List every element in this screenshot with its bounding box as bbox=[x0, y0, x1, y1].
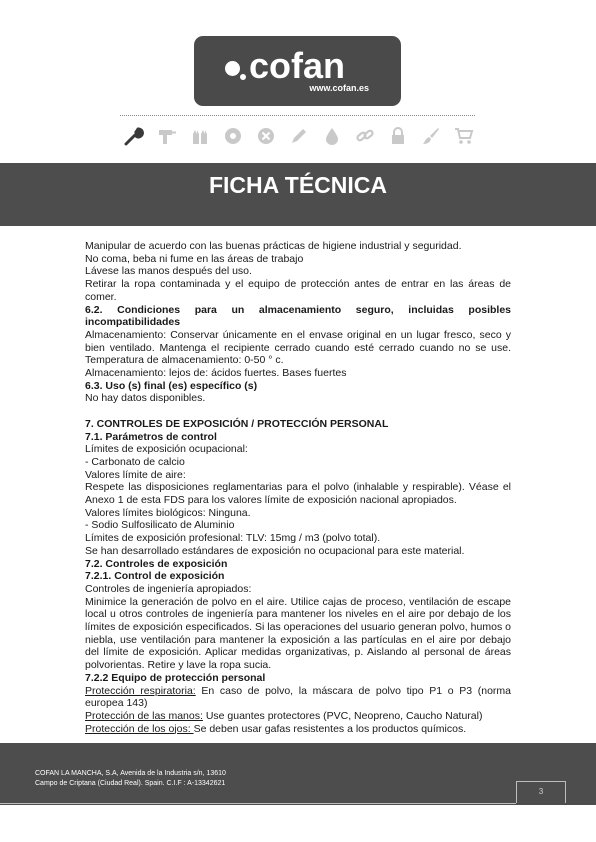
body-text: Respete las disposiciones reglamentarias para el polvo (inhalable y respirable). Véase el Anexo 1 de esta FDS para los valores límite de exposición nacional apropiados. bbox=[85, 481, 511, 507]
body-text: Límites de exposición ocupacional: bbox=[85, 443, 248, 456]
protection-item-respiratory bbox=[85, 685, 511, 710]
subsection-heading: 7.2.2 Equipo de protección personal bbox=[85, 671, 266, 684]
protection-text: En caso de polvo, la máscara de polvo tipo P1 o P3 (norma europea 143) bbox=[85, 684, 511, 710]
document-body bbox=[85, 240, 511, 735]
logo-dot-icon bbox=[225, 61, 240, 76]
body-text: Almacenamiento: Conservar únicamente en el envase original en un lugar fresco, seco y bien ventilado. Mantenga el recipiente cerrado cuando esté cerrado cuando no se use. Temperatura de almacenamiento: 0-50 ° c. bbox=[85, 328, 511, 367]
company-address: COFAN LA MANCHA, S.A, Avenida de la Industria s/n, 13610 bbox=[35, 770, 226, 777]
title-banner bbox=[0, 163, 596, 226]
company-details: Campo de Criptana (Ciudad Real). Spain. C.I.F : A-13342621 bbox=[35, 780, 226, 787]
section-heading: 6.3. Uso (s) final (es) específico (s) bbox=[85, 379, 258, 392]
body-text: - Carbonato de calcio bbox=[85, 455, 185, 468]
drill-icon bbox=[157, 126, 177, 146]
protection-label: Protección respiratoria: bbox=[85, 684, 196, 697]
gloves-icon bbox=[190, 126, 210, 146]
pencil-icon bbox=[289, 126, 309, 146]
chapter-heading: 7. CONTROLES DE EXPOSICIÓN / PROTECCIÓN PERSONAL bbox=[85, 417, 389, 430]
body-text: No hay datos disponibles. bbox=[85, 392, 206, 405]
brand-logo bbox=[194, 36, 401, 106]
footer-divider bbox=[0, 803, 516, 804]
protection-label: Protección de las manos: bbox=[85, 710, 203, 722]
body-text: Controles de ingeniería apropiados: bbox=[85, 582, 252, 595]
body-text: - Sodio Sulfosilicato de Aluminio bbox=[85, 519, 235, 532]
section-heading: 7.2. Controles de exposición bbox=[85, 557, 228, 570]
page-number: 3 bbox=[538, 787, 544, 796]
section-heading: 7.1. Parámetros de control bbox=[85, 430, 217, 443]
page-title: FICHA TÉCNICA bbox=[208, 172, 388, 198]
category-icon-row bbox=[124, 122, 474, 150]
section-heading: 6.2. Condiciones para un almacenamiento seguro, incluidas posibles incompatibilidades bbox=[85, 303, 511, 329]
protection-text: Use guantes protectores (PVC, Neopreno, Caucho Natural) bbox=[202, 710, 483, 722]
drop-icon bbox=[322, 126, 342, 146]
body-text: Almacenamiento: lejos de: ácidos fuertes. Bases fuertes bbox=[85, 367, 347, 380]
body-text: Valores límites biológicos: Ninguna. bbox=[85, 506, 251, 519]
header-divider bbox=[120, 115, 475, 116]
wrench-icon bbox=[124, 126, 144, 146]
cancel-icon bbox=[256, 126, 276, 146]
cart-icon bbox=[454, 126, 474, 146]
protection-item-eyes bbox=[85, 723, 511, 736]
body-text: Retirar la ropa contaminada y el equipo de protección antes de entrar en las áreas de comer. bbox=[85, 278, 511, 303]
body-text: No coma, beba ni fume en las áreas de trabajo bbox=[85, 252, 304, 265]
body-text: Manipular de acuerdo con las buenas prácticas de higiene industrial y seguridad. bbox=[85, 240, 462, 252]
disc-icon bbox=[223, 126, 243, 146]
page-number-tab bbox=[516, 781, 566, 803]
protection-label: Protección de los ojos: bbox=[85, 722, 194, 735]
body-text: Se han desarrollado estándares de exposición no ocupacional para este material. bbox=[85, 544, 465, 557]
lock-icon bbox=[388, 126, 408, 146]
protection-item-hands bbox=[85, 710, 511, 723]
brush-icon bbox=[421, 126, 441, 146]
spacer bbox=[85, 405, 511, 418]
body-text: Valores límite de aire: bbox=[85, 468, 186, 481]
chain-icon bbox=[355, 126, 375, 146]
protection-text: Se deben usar gafas resistentes a los productos químicos. bbox=[193, 722, 467, 735]
logo-wordmark: cofan bbox=[249, 45, 346, 86]
subsection-heading: 7.2.1. Control de exposición bbox=[85, 570, 225, 583]
page-footer bbox=[0, 743, 596, 805]
body-text: Lávese las manos después del uso. bbox=[85, 265, 252, 278]
body-text: Minimice la generación de polvo en el aire. Utilice cajas de proceso, ventilación de escape local u otros controles de ingeniería para mantener los niveles en el aire por debajo de los límites de exposición especificados. Si las operaciones del usuario generan polvo, humos o niebla, use ventilación para mantener la exposición a las partículas en el aire por debajo del límite de exposición. Aplicar medidas organizativas, p. Aislando al personal de áreas polvorientas. Retire y lave la ropa sucia. bbox=[85, 595, 511, 672]
body-text: Límites de exposición profesional: TLV: 15mg / m3 (polvo total). bbox=[85, 532, 381, 545]
logo-url: www.cofan.es bbox=[309, 83, 369, 93]
